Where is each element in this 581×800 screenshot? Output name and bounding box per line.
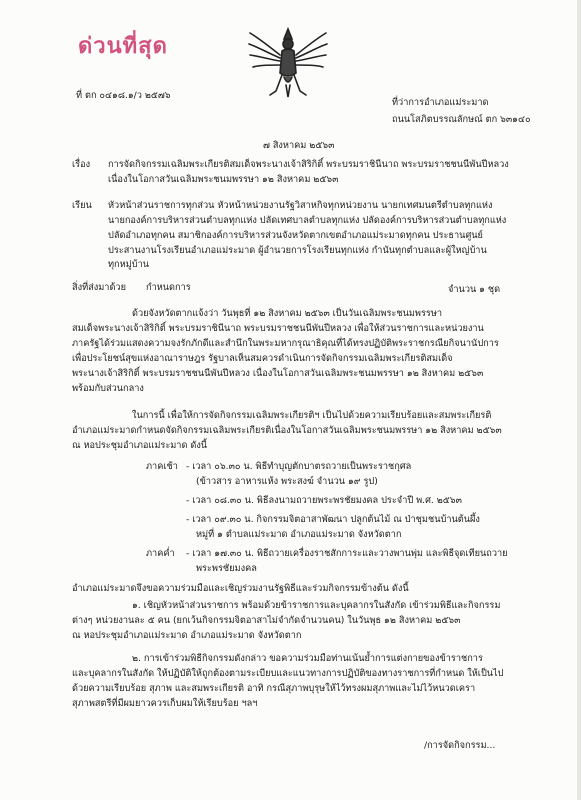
urgent-stamp: ด่วนที่สุด: [78, 33, 168, 59]
list-item-line: ต่างๆ หน่วยงานละ ๕ คน (ยกเว้นกิจกรรมจิตอาสาไม่จำกัดจำนวนคน) ในวันพุธ ๑๒ สิงหาคม ๒๕๖๓: [72, 615, 461, 626]
paragraph-line: ด้วยจังหวัดตากแจ้งว่า วันพุธที่ ๑๒ สิงหาคม ๒๕๖๓ เป็นวันเฉลิมพระชนมพรรษา: [132, 308, 443, 319]
garuda-emblem-icon: [246, 25, 330, 101]
list-item-line: ๑. เชิญหัวหน้าส่วนราชการ พร้อมด้วยข้าราชการและบุคลากรในสังกัด เข้าร่วมพิธีและกิจกรรม: [132, 600, 501, 611]
document-date: ๗ สิงหาคม ๒๕๖๓: [263, 140, 335, 151]
list-item-line: ณ หอประชุมอำเภอแม่ระมาด อำเภอแม่ระมาด จังหวัดตาก: [72, 630, 302, 641]
paragraph-line: เพื่อประโยชน์สุขแห่งอาณาราษฎร รัฐบาลเห็นสมควรดำเนินการจัดกิจกรรมเฉลิมพระเกียรติสมเด็จ: [72, 353, 453, 364]
office-name: ที่ว่าการอำเภอแม่ระมาด: [392, 97, 489, 108]
paragraph-line: ณ หอประชุมอำเภอแม่ระมาด ดังนี้: [72, 440, 208, 451]
recipient-line: ทุกหมู่บ้าน: [108, 259, 150, 270]
page-edge: [577, 0, 581, 800]
subject-line: การจัดกิจกรรมเฉลิมพระเกียรติสมเด็จพระนางเจ้าสิริกิติ์ พระบรมราชินีนาถ พระบรมราชชนนีพันปีหลวง: [108, 159, 509, 170]
evening-label: ภาคค่ำ: [146, 548, 175, 559]
list-item-line: สุภาพสตรีที่มีผมยาวควรเก็บผมให้เรียบร้อย ฯลฯ: [72, 698, 258, 709]
paragraph-line: ในการนี้ เพื่อให้การจัดกิจกรรมเฉลิมพระเกียรติฯ เป็นไปด้วยความเรียบร้อยและสมพระเกียรติ: [132, 410, 492, 421]
enclosure-quantity: จำนวน ๑ ชุด: [448, 284, 501, 295]
subject-label: เรื่อง: [72, 159, 91, 170]
list-item-line: ด้วยความเรียบร้อย สุภาพ และสมพระเกียรติ อาทิ กรณีสุภาพบุรุษให้ไว้ทรงผมสุภาพและไม่ไว้หนวดเครา: [72, 683, 476, 694]
morning-label: ภาคเช้า: [146, 461, 178, 472]
paragraph-line: สมเด็จพระนางเจ้าสิริกิติ์ พระบรมราชินีนาถ พระบรมราชชนนีพันปีหลวง เพื่อให้ส่วนราชการและหน่วยงาน: [72, 323, 484, 334]
document-number: ที่ ตก ๐๔๑๘.๑/ว ๒๕๗๖: [76, 90, 171, 101]
recipient-line: ปลัดอำเภอทุกคน สมาชิกองค์การบริหารส่วนจังหวัดตากเขตอำเภอแม่ระมาดทุกคน ประธานศูนย์: [108, 230, 483, 241]
list-item-line: และบุคลากรในสังกัด ให้ปฏิบัติให้ถูกต้องตามระเบียบและแนวทางการปฏิบัติของทางราชการที่กำหนด ให้เป็นไป: [72, 668, 504, 679]
schedule-item-detail: หมู่ที่ ๑ ตำบลแม่ระมาด อำเภอแม่ระมาด จังหวัดตาก: [196, 529, 402, 540]
list-item-line: ๒. การเข้าร่วมพิธีกิจกรรมดังกล่าว ขอความร่วมมือท่านเน้นย้ำการแต่งกายของข้าราชการ: [132, 653, 483, 664]
schedule-item: - เวลา ๐๘.๓๐ น. พิธีลงนามถวายพระพรชัยมงคล ประจำปี พ.ศ. ๒๕๖๓: [186, 495, 462, 506]
schedule-item-detail: พระพรชัยมงคล: [196, 563, 257, 574]
recipient-line: นายกองค์การบริหารส่วนตำบลทุกแห่ง ปลัดเทศบาลตำบลทุกแห่ง ปลัดองค์การบริหารส่วนตำบลทุกแห่ง: [108, 215, 507, 226]
recipient-line: หัวหน้าส่วนราชการทุกส่วน หัวหน้าหน่วยงานรัฐวิสาหกิจทุกหน่วยงาน นายกเทศมนตรีตำบลทุกแห่ง: [108, 200, 493, 211]
subject-line: เนื่องในโอกาสวันเฉลิมพระชนมพรรษา ๑๒ สิงหาคม ๒๕๖๓: [108, 174, 339, 185]
paragraph-line: อำเภอแม่ระมาดจึงขอความร่วมมือและเชิญร่วมงานรัฐพิธีและร่วมกิจกรรมข้างต้น ดังนี้: [72, 583, 409, 594]
continued-marker: /การจัดกิจกรรม...: [424, 740, 496, 751]
recipient-line: ประสานงานโรงเรียนอำเภอแม่ระมาด ผู้อำนวยการโรงเรียนทุกแห่ง กำนันทุกตำบลและผู้ใหญ่บ้าน: [108, 245, 487, 256]
enclosure-item: กำหนดการ: [146, 282, 191, 293]
paragraph-line: พร้อมกับส่วนกลาง: [72, 383, 144, 394]
schedule-item: - เวลา ๐๙.๓๐ น. กิจกรรมจิตอาสาพัฒนา ปลูกต้นไม้ ณ ป่าชุมชนบ้านต้นผึ้ง: [186, 514, 480, 525]
schedule-item: - เวลา ๑๗.๓๐ น. พิธีถวายเครื่องราชสักการะและวางพานพุ่ม และพิธีจุดเทียนถวาย: [186, 548, 508, 559]
paragraph-line: อำเภอแม่ระมาดกำหนดจัดกิจกรรมเฉลิมพระเกียรติเนื่องในโอกาสวันเฉลิมพระชนมพรรษา ๑๒ สิงหาคม ๒๕๖๓: [72, 425, 502, 436]
paragraph-line: พระนางเจ้าสิริกิติ์ พระบรมราชชนนีพันปีหลวง เนื่องในโอกาสวันเฉลิมพระชนมพรรษา ๑๒ สิงหาคม ๒๕๖๓: [72, 368, 484, 379]
enclosure-label: สิ่งที่ส่งมาด้วย: [72, 282, 126, 293]
to-label: เรียน: [72, 200, 92, 211]
schedule-item-detail: (ข้าวสาร อาหารแห้ง พระสงฆ์ จำนวน ๑๙ รูป): [196, 476, 378, 487]
office-address: ถนนโสภิตบรรณลักษณ์ ตก ๖๓๑๔๐: [392, 114, 531, 125]
paragraph-line: ภาครัฐได้ร่วมแสดงความจงรักภักดีและสำนึกในพระมหากรุณาธิคุณที่ได้ทรงปฏิบัติพระราชกรณียกิจนานัปการ: [72, 338, 499, 349]
schedule-item: - เวลา ๐๖.๓๐ น. พิธีทำบุญตักบาตรถวายเป็นพระราชกุศล: [186, 461, 412, 472]
